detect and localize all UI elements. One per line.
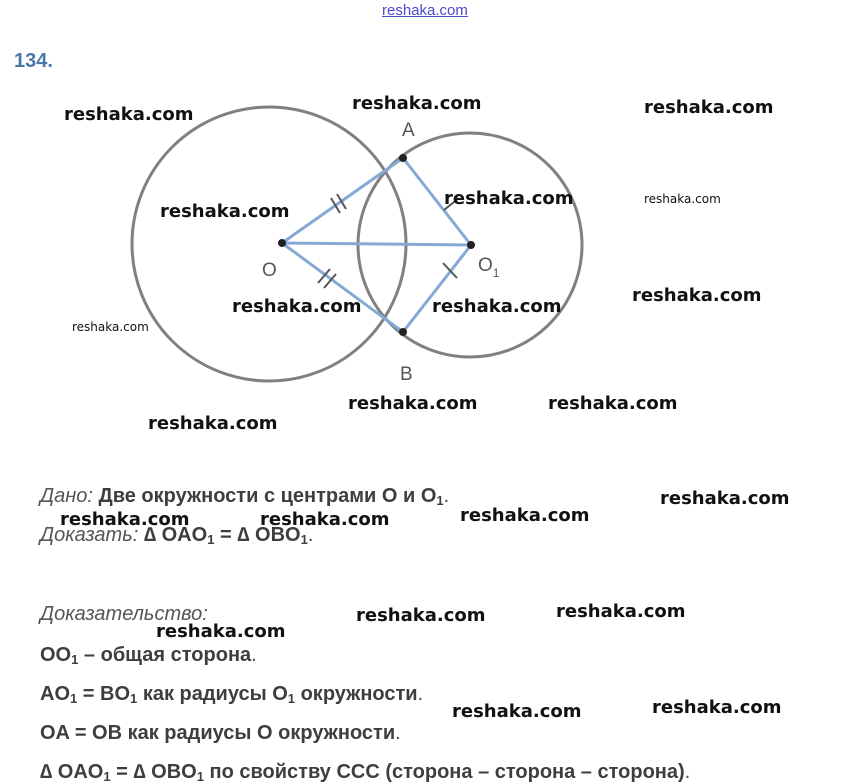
proof-label-line [40,603,208,626]
watermark: reshaka.com [64,104,194,125]
prove-label: Доказать: [40,524,139,546]
watermark: reshaka.com [72,320,149,334]
watermark: reshaka.com [644,192,721,206]
watermark: reshaka.com [432,296,562,317]
segment-ob [282,243,403,332]
watermark: reshaka.com [348,393,478,414]
segment-oo1 [282,243,471,245]
watermark: reshaka.com [652,697,782,718]
proof-step-3: OA = OB как радиусы O окружности. [40,722,401,744]
watermark: reshaka.com [548,393,678,414]
watermark: reshaka.com [452,701,582,722]
problem-number: 134. [14,50,53,72]
watermark: reshaka.com [460,505,590,526]
watermark: reshaka.com [556,601,686,622]
given-label: Дано: [40,485,93,507]
segment-oa [282,158,403,243]
proof-step-4: ∆ $OAO_1$ = ∆ $OBO_1$ по свойству CCC (сторона – сторона – сторона). [40,761,691,784]
watermark: reshaka.com [632,285,762,306]
watermark: reshaka.com [644,97,774,118]
segment-bo1 [403,245,471,332]
tick-oa-2 [337,194,346,209]
equality-ticks [318,194,459,288]
label-a: A [402,120,415,141]
watermark: reshaka.com [352,93,482,114]
label-o1-main: O [478,255,493,276]
watermark: reshaka.com [148,413,278,434]
watermark: reshaka.com [444,188,574,209]
label-o1 [478,255,500,280]
prove-text: ∆ $OAO_1$ = ∆ $OBO_1$ [143,524,308,547]
given-text: Две окружности с центрами O и $O_1$ [98,485,444,508]
watermark: reshaka.com [60,509,190,530]
point-o [278,239,286,247]
proof-label: Доказательство: [40,603,208,625]
proof-step-1: $OO_1$ – общая сторона. [40,644,257,667]
point-a [399,154,407,162]
watermark: reshaka.com [232,296,362,317]
watermark: reshaka.com [260,509,390,530]
label-b: B [400,364,413,385]
label-o: O [262,260,277,281]
watermark: reshaka.com [660,488,790,509]
watermark: reshaka.com [156,621,286,642]
label-o1-sub: 1 [492,266,500,280]
point-b [399,328,407,336]
watermark: reshaka.com [356,605,486,626]
proof-step-2: $AO_1 = BO_1$ как радиусы $O_1$ окружности. [40,683,424,706]
watermark: reshaka.com [160,201,290,222]
tick-oa-1 [331,198,340,213]
site-link[interactable]: reshaka.com [382,2,468,19]
prove-line: Доказать: ∆ $OAO_1$ = ∆ $OBO_1$. [40,524,314,547]
point-o1 [467,241,475,249]
given-line: Дано: Две окружности с центрами O и $O_1$. [40,485,450,508]
